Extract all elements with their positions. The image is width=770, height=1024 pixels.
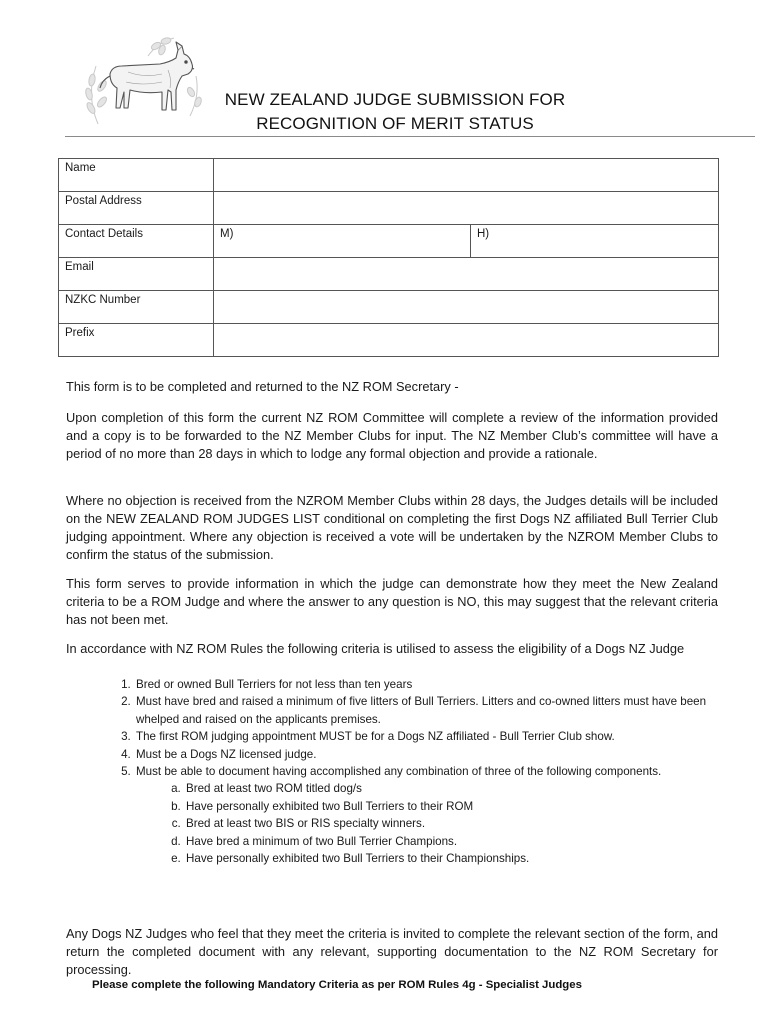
components-list — [136, 780, 734, 867]
contact-details-label: Contact Details — [59, 225, 214, 258]
criteria-item: 3. The first ROM judging appointment MUST be for a Dogs NZ affiliated - Bull Terrier Club show. — [134, 728, 734, 745]
mandatory-criteria-heading: Please complete the following Mandatory Criteria as per ROM Rules 4g - Specialist Judges — [92, 979, 582, 991]
component-item: d. Have bred a minimum of two Bull Terrier Champions. — [184, 833, 734, 850]
paragraph-criteria-intro: In accordance with NZ ROM Rules the following criteria is utilised to assess the eligibility of a Dogs NZ Judge — [66, 641, 685, 656]
criteria-item-components — [134, 763, 734, 867]
form-row-email — [59, 258, 719, 291]
criteria-list — [108, 676, 734, 867]
component-item: e. Have personally exhibited two Bull Terriers to their Championships. — [184, 850, 734, 867]
name-field[interactable] — [214, 159, 719, 192]
prefix-field[interactable] — [214, 324, 719, 357]
applicant-details-table — [58, 158, 719, 357]
postal-address-field[interactable] — [214, 192, 719, 225]
paragraph-instructions: This form is to be completed and returned to the NZ ROM Secretary - — [66, 379, 459, 394]
criteria-item: 4. Must be a Dogs NZ licensed judge. — [134, 746, 734, 763]
email-field[interactable] — [214, 258, 719, 291]
nzkc-number-field[interactable] — [214, 291, 719, 324]
component-item: a. Bred at least two ROM titled dog/s — [184, 780, 734, 797]
criteria-item: 2. Must have bred and raised a minimum of five litters of Bull Terriers. Litters and co-owned litters must have been whelped and raised on the applicants premises. — [134, 693, 734, 728]
criteria-item: 1. Bred or owned Bull Terriers for not less than ten years — [134, 676, 734, 693]
form-row-nzkc — [59, 291, 719, 324]
paragraph-objection: Where no objection is received from the NZROM Member Clubs within 28 days, the Judges details will be included on the NEW ZEALAND ROM JUDGES LIST conditional on completing the first Dogs NZ affiliated Bull Terrier Club judging appointment. Where any objection is received a vote will be undertaken by the NZROM Member Clubs to confirm the status of the submission. — [66, 493, 718, 562]
paragraph-purpose: This form serves to provide information in which the judge can demonstrate how they meet the New Zealand criteria to be a ROM Judge and where the answer to any question is NO, this may suggest that the relevant criteria has not been met. — [66, 576, 718, 627]
home-phone-field[interactable]: H) — [471, 225, 719, 258]
title-line-2: RECOGNITION OF MERIT STATUS — [256, 114, 534, 133]
mobile-field[interactable]: M) — [214, 225, 471, 258]
form-row-contact — [59, 225, 719, 258]
name-label: Name — [59, 159, 214, 192]
component-item: c. Bred at least two BIS or RIS specialty winners. — [184, 815, 734, 832]
form-row-prefix — [59, 324, 719, 357]
nzkc-number-label: NZKC Number — [59, 291, 214, 324]
component-item: b. Have personally exhibited two Bull Terriers to their ROM — [184, 798, 734, 815]
paragraph-review: Upon completion of this form the current NZ ROM Committee will complete a review of the information provided and a copy is to be forwarded to the NZ Member Clubs for input. The NZ Member Club’s committee will have a period of no more than 28 days in which to lodge any formal objection and provide a rationale. — [66, 410, 718, 461]
paragraph-invitation: Any Dogs NZ Judges who feel that they meet the criteria is invited to complete the relevant section of the form, and return the completed document with any relevant, supporting documentation to the NZ ROM Secretary for processing. — [66, 926, 718, 977]
form-row-name — [59, 159, 719, 192]
header-divider — [65, 136, 755, 137]
criteria-item-text: Must be able to document having accomplished any combination of three of the following components. — [136, 765, 662, 779]
email-label: Email — [59, 258, 214, 291]
prefix-label: Prefix — [59, 324, 214, 357]
document-title — [150, 88, 640, 136]
postal-address-label: Postal Address — [59, 192, 214, 225]
title-line-1: NEW ZEALAND JUDGE SUBMISSION FOR — [224, 90, 566, 109]
form-row-postal — [59, 192, 719, 225]
